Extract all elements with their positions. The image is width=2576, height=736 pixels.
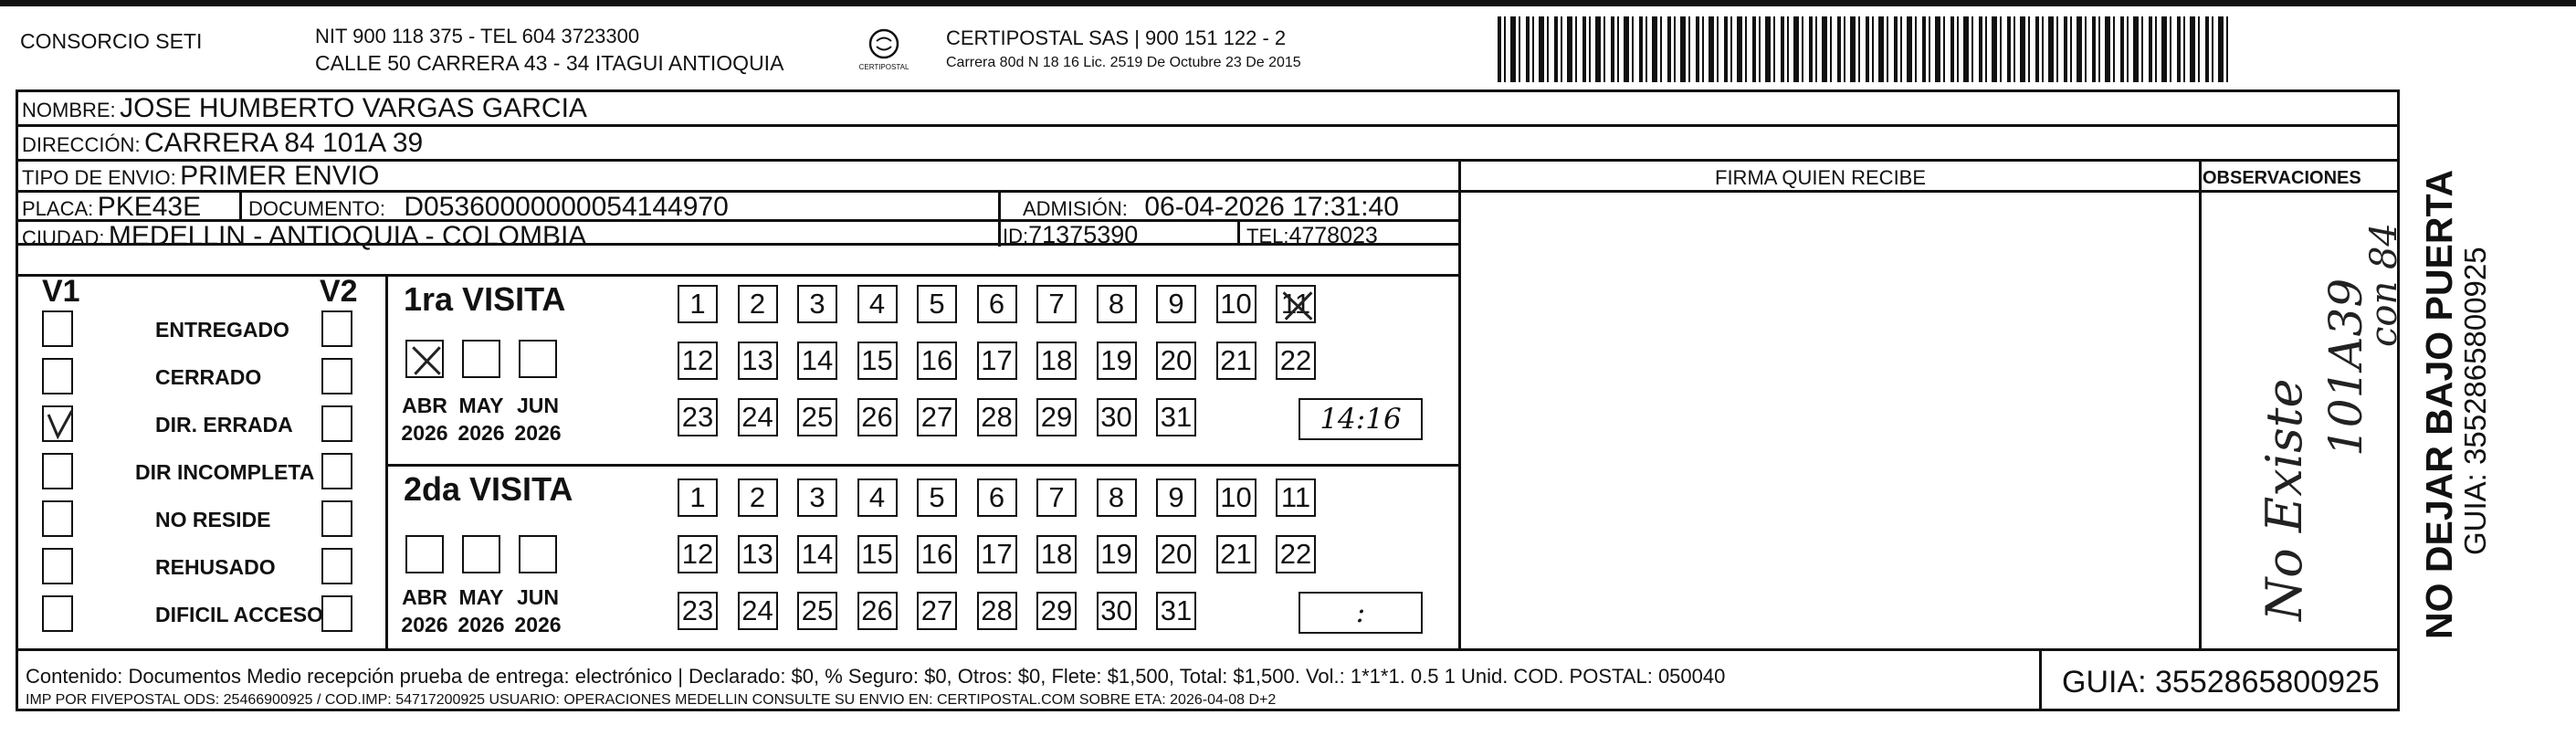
visit2-days-day-number: 19 [1100, 538, 1132, 570]
visit1-days-day-box[interactable] [917, 342, 957, 380]
visit2-days-day-box[interactable] [917, 535, 957, 573]
visit2-days-day-number: 24 [741, 594, 773, 626]
status-v2-checkbox[interactable] [321, 548, 352, 584]
visit2-days-day-box[interactable] [678, 535, 718, 573]
visit2-days-day-number: 22 [1279, 538, 1312, 570]
visit1-days-day-number: 3 [809, 288, 825, 320]
footer-imp: IMP POR FIVEPOSTAL ODS: 25466900925 / COD.IMP: 54717200925 USUARIO: OPERACIONES MEDELLIN CONSULTE SU ENVIO EN: CERTIPOSTAL.COM SOBRE ETA: 2026-04-08 D+2 [26, 692, 1277, 708]
top-border [0, 0, 2576, 6]
status-v1-checkbox[interactable] [42, 310, 73, 347]
visit2-days-day-box[interactable] [1156, 535, 1196, 573]
visit1-days-day-box[interactable] [678, 285, 718, 323]
admision-label: ADMISIÓN: [1023, 197, 1128, 220]
footer-contenido: Contenido: Documentos Medio recepción prueba de entrega: electrónico | Declarado: $0, % Seguro: $0, Otros: $0, Flete: $1,500, Total: $1,500. Vol.: 1*1*1. 0.5 1 Unid. COD. POSTAL: 050040 [26, 665, 1726, 688]
status-option-label: DIFICIL ACCESO [155, 603, 324, 626]
visit2-days-day-number: 16 [920, 538, 953, 570]
tipo-label: TIPO DE ENVIO: [22, 166, 176, 189]
v2-label: V2 [320, 274, 358, 309]
tipo-row [22, 163, 380, 190]
visit2-days-day-box[interactable] [1276, 478, 1316, 517]
visit2-days-day-box[interactable] [1276, 535, 1316, 573]
visit1-days-day-box[interactable] [1216, 342, 1256, 380]
visit1-days-day-box[interactable] [797, 398, 837, 436]
visit2-days-day-number: 17 [981, 538, 1013, 570]
status-v2-checkbox[interactable] [321, 453, 352, 489]
status-v1-checkbox[interactable] [42, 500, 73, 537]
visit1-days-day-box[interactable] [857, 285, 898, 323]
visit2-days-day-box[interactable] [738, 592, 778, 630]
visit2-days-day-box[interactable] [1156, 592, 1196, 630]
visit1-days-day-box[interactable] [1156, 342, 1196, 380]
visit2-days-day-box[interactable] [1097, 478, 1137, 517]
visit2-days-day-number: 20 [1160, 538, 1193, 570]
visit1-days-day-number: 26 [861, 401, 893, 433]
ciudad-row [22, 223, 586, 250]
visit2-months-month-label: MAY 2026 [457, 585, 505, 636]
visit1-days-day-box[interactable] [1097, 285, 1137, 323]
status-v2-checkbox[interactable] [321, 358, 352, 394]
visit2-days-day-number: 18 [1040, 538, 1073, 570]
visit1-days-day-number: 17 [981, 344, 1013, 376]
documento-value: D05360000000054144970 [404, 192, 729, 222]
direccion-value: CARRERA 84 101A 39 [144, 128, 424, 158]
visit2-days-day-number: 2 [749, 481, 766, 513]
visit2-days-day-box[interactable] [857, 535, 898, 573]
visit2-days-day-box[interactable] [917, 478, 957, 517]
visit2-days-day-box[interactable] [678, 592, 718, 630]
tel-value: 4778023 [1288, 223, 1378, 248]
visit1-days-day-box[interactable] [738, 285, 778, 323]
visit2-days-day-number: 7 [1048, 481, 1065, 513]
id-label: ID: [1003, 225, 1029, 247]
visit2-days-day-number: 23 [681, 594, 714, 626]
visit1-days-time-box[interactable] [1299, 398, 1423, 440]
visit1-days-day-box[interactable] [678, 342, 718, 380]
visit1-days-day-box[interactable] [1097, 342, 1137, 380]
visit1-days-day-number: 30 [1100, 401, 1132, 433]
visit2-days-day-box[interactable] [977, 535, 1017, 573]
admision-value: 06-04-2026 17:31:40 [1144, 192, 1399, 222]
visit1-days-day-box[interactable] [1276, 342, 1316, 380]
visit1-days-day-box[interactable] [1276, 285, 1316, 323]
direccion-row [22, 130, 423, 157]
company-name: CONSORCIO SETI [20, 29, 203, 53]
visit1-months-month-label: JUN 2026 [514, 394, 562, 445]
status-v1-checkbox[interactable] [42, 453, 73, 489]
status-v1-checkbox[interactable] [42, 358, 73, 394]
visit2-days-day-number: 4 [868, 481, 886, 513]
visit1-days-day-number: 1 [689, 288, 706, 320]
visit1-days-day-box[interactable] [977, 285, 1017, 323]
visit1-days-day-number: 18 [1040, 344, 1073, 376]
visit2-months-month-box[interactable] [519, 535, 557, 573]
visit1-days-day-box[interactable] [1036, 342, 1077, 380]
visit2-months-month-label: JUN 2026 [514, 585, 562, 636]
visit1-days-day-number: 2 [749, 288, 766, 320]
visit1-days-day-box[interactable] [1097, 398, 1137, 436]
handwritten-address: 101A39 [2319, 278, 2372, 457]
visit1-months-month-label: MAY 2026 [457, 394, 505, 445]
visit1-days-day-number: 11 [1280, 288, 1311, 320]
visit2-days-day-number: 21 [1220, 538, 1252, 570]
visit2-days-day-box[interactable] [857, 592, 898, 630]
visit1-title: 1ra VISITA [404, 280, 566, 318]
nombre-row [22, 95, 587, 122]
status-v1-checkbox[interactable] [42, 405, 73, 442]
visit1-days-day-number: 20 [1160, 344, 1193, 376]
visit2-days-time-box[interactable] [1299, 592, 1423, 634]
status-option-label: CERRADO [155, 365, 262, 389]
visit1-days-day-box[interactable] [1036, 285, 1077, 323]
tel-label: TEL: [1246, 225, 1289, 247]
visit1-days-day-number: 9 [1168, 288, 1184, 320]
status-v2-checkbox[interactable] [321, 405, 352, 442]
visit2-days-day-box[interactable] [1216, 478, 1256, 517]
observaciones-header: OBSERVACIONES [2203, 168, 2361, 188]
v1-label: V1 [42, 274, 80, 309]
visit1-days-day-box[interactable] [1156, 398, 1196, 436]
visit2-days-day-number: 6 [988, 481, 1005, 513]
visit2-days-day-number: 8 [1108, 481, 1125, 513]
visit2-days-day-number: 29 [1040, 594, 1073, 626]
visit1-days-day-number: 22 [1279, 344, 1312, 376]
visit1-days-day-number: 31 [1160, 401, 1193, 433]
side-guia: GUIA: 3552865800925 [2458, 247, 2492, 555]
visit1-days-day-number: 10 [1220, 288, 1252, 320]
visit2-days-day-box[interactable] [1036, 478, 1077, 517]
visit2-days-day-number: 12 [681, 538, 714, 570]
visit1-days-day-box[interactable] [977, 398, 1017, 436]
visit2-title: 2da VISITA [404, 470, 573, 508]
visit1-days-time-value: 14:16 [1320, 403, 1402, 436]
status-option-label: NO RESIDE [155, 508, 271, 531]
status-v1-checkbox[interactable] [42, 595, 73, 632]
visit2-days-day-box[interactable] [917, 592, 957, 630]
visit2-days-day-number: 28 [981, 594, 1013, 626]
visit1-days-day-box[interactable] [1156, 285, 1196, 323]
no-dejar-bajo-puerta: NO DEJAR BAJO PUERTA [2418, 169, 2460, 639]
visit2-days-day-box[interactable] [977, 478, 1017, 517]
visit1-days-day-box[interactable] [678, 398, 718, 436]
nombre-value: JOSE HUMBERTO VARGAS GARCIA [120, 93, 587, 123]
visit2-days-day-box[interactable] [797, 592, 837, 630]
visit1-days-day-box[interactable] [738, 342, 778, 380]
footer-guia: GUIA: 3552865800925 [2062, 665, 2380, 699]
visit1-months-month-box[interactable] [405, 340, 444, 378]
status-option-label: DIR INCOMPLETA [135, 460, 315, 484]
visit1-days-day-number: 13 [741, 344, 773, 376]
visit1-days-day-number: 29 [1040, 401, 1073, 433]
documento-label: DOCUMENTO: [248, 197, 385, 220]
visit2-days-day-box[interactable] [738, 535, 778, 573]
handwritten-no-existe: No Existe [2255, 378, 2313, 621]
visit1-days-day-number: 19 [1100, 344, 1132, 376]
visit2-days-day-number: 27 [920, 594, 953, 626]
visit2-days-day-number: 30 [1100, 594, 1132, 626]
placa-value: PKE43E [97, 192, 202, 222]
visit2-days-day-box[interactable] [1036, 535, 1077, 573]
visit1-days-day-number: 14 [801, 344, 834, 376]
visit1-days-day-number: 15 [861, 344, 893, 376]
ciudad-label: CIUDAD: [22, 226, 105, 249]
status-v2-checkbox[interactable] [321, 500, 352, 537]
status-v1-checkbox[interactable] [42, 548, 73, 584]
visit2-days-day-number: 11 [1280, 481, 1311, 513]
visit2-days-day-number: 13 [741, 538, 773, 570]
visit2-days-day-number: 3 [809, 481, 825, 513]
visit2-days-day-number: 25 [801, 594, 834, 626]
visit2-days-day-box[interactable] [977, 592, 1017, 630]
visit2-days-time-value: : [1355, 596, 1366, 629]
visit2-days-day-number: 31 [1160, 594, 1193, 626]
status-option-label: ENTREGADO [155, 318, 289, 342]
visit1-days-day-number: 8 [1108, 288, 1125, 320]
visit1-days-day-box[interactable] [797, 285, 837, 323]
handwritten-con: con 84 [2363, 223, 2405, 347]
visit1-days-day-number: 6 [988, 288, 1005, 320]
visit1-days-day-number: 21 [1220, 344, 1252, 376]
visit1-days-day-number: 12 [681, 344, 714, 376]
visit1-days-day-box[interactable] [977, 342, 1017, 380]
placa-label: PLACA: [22, 197, 94, 220]
visit2-days-day-number: 15 [861, 538, 893, 570]
visit1-days-day-box[interactable] [857, 342, 898, 380]
visit2-months-month-label: ABR 2026 [401, 585, 448, 636]
visit1-days-day-number: 4 [868, 288, 886, 320]
visit2-days-day-box[interactable] [1036, 592, 1077, 630]
visit1-days-day-box[interactable] [1216, 285, 1256, 323]
visit1-days-day-box[interactable] [738, 398, 778, 436]
license-line: Carrera 80d N 18 16 Lic. 2519 De Octubre 23 De 2015 [946, 55, 1301, 70]
visit1-days-day-number: 7 [1048, 288, 1065, 320]
status-v2-checkbox[interactable] [321, 310, 352, 347]
visit2-months-month-box[interactable] [462, 535, 500, 573]
visit2-days-day-box[interactable] [738, 478, 778, 517]
placa-row [22, 194, 201, 221]
firma-header: FIRMA QUIEN RECIBE [1715, 166, 1927, 189]
tipo-value: PRIMER ENVIO [180, 161, 380, 191]
visit2-days-day-box[interactable] [797, 478, 837, 517]
visit2-days-day-number: 14 [801, 538, 834, 570]
visit1-days-day-number: 5 [929, 288, 945, 320]
visit2-days-day-number: 9 [1168, 481, 1184, 513]
visit1-months-month-box[interactable] [462, 340, 500, 378]
visit2-days-day-box[interactable] [1156, 478, 1196, 517]
visit2-days-day-number: 10 [1220, 481, 1252, 513]
nit-line: NIT 900 118 375 - TEL 604 3723300 [315, 25, 640, 47]
visit2-days-day-number: 26 [861, 594, 893, 626]
certipostal-line: CERTIPOSTAL SAS | 900 151 122 - 2 [946, 26, 1287, 49]
visit2-days-day-box[interactable] [678, 478, 718, 517]
visit1-days-day-number: 24 [741, 401, 773, 433]
status-option-label: DIR. ERRADA [155, 413, 293, 436]
certipostal-logo [857, 26, 911, 77]
visit1-days-day-box[interactable] [797, 342, 837, 380]
svg-text:CERTIPOSTAL: CERTIPOSTAL [858, 63, 909, 71]
visit1-days-day-number: 28 [981, 401, 1013, 433]
visit1-months-month-label: ABR 2026 [401, 394, 448, 445]
ciudad-value: MEDELLIN - ANTIOQUIA - COLOMBIA [108, 221, 587, 251]
visit1-days-day-number: 23 [681, 401, 714, 433]
visit1-months-month-box[interactable] [519, 340, 557, 378]
direccion-label: DIRECCIÓN: [22, 133, 141, 156]
id-value: 71375390 [1028, 221, 1139, 248]
nombre-label: NOMBRE: [22, 99, 116, 121]
visit1-days-day-number: 16 [920, 344, 953, 376]
visit1-days-day-number: 25 [801, 401, 834, 433]
status-option-label: REHUSADO [155, 555, 276, 579]
visit2-days-day-box[interactable] [797, 535, 837, 573]
visit1-days-day-box[interactable] [1036, 398, 1077, 436]
admision-row [1023, 194, 1399, 221]
barcode [1498, 16, 2228, 82]
visit2-months-month-box[interactable] [405, 535, 444, 573]
visit1-days-day-box[interactable] [917, 398, 957, 436]
documento-row [248, 194, 729, 221]
address-line: CALLE 50 CARRERA 43 - 34 ITAGUI ANTIOQUIA [315, 51, 784, 75]
visit1-days-day-box[interactable] [857, 398, 898, 436]
tel-row [1246, 225, 1378, 247]
visit2-days-day-box[interactable] [857, 478, 898, 517]
visit1-days-day-number: 27 [920, 401, 953, 433]
visit2-days-day-number: 5 [929, 481, 945, 513]
status-v2-checkbox[interactable] [321, 595, 352, 632]
id-row [1003, 223, 1138, 247]
visit2-days-day-number: 1 [689, 481, 706, 513]
visit2-days-day-box[interactable] [1216, 535, 1256, 573]
visit2-days-day-box[interactable] [1097, 592, 1137, 630]
visit1-days-day-box[interactable] [917, 285, 957, 323]
visit2-days-day-box[interactable] [1097, 535, 1137, 573]
